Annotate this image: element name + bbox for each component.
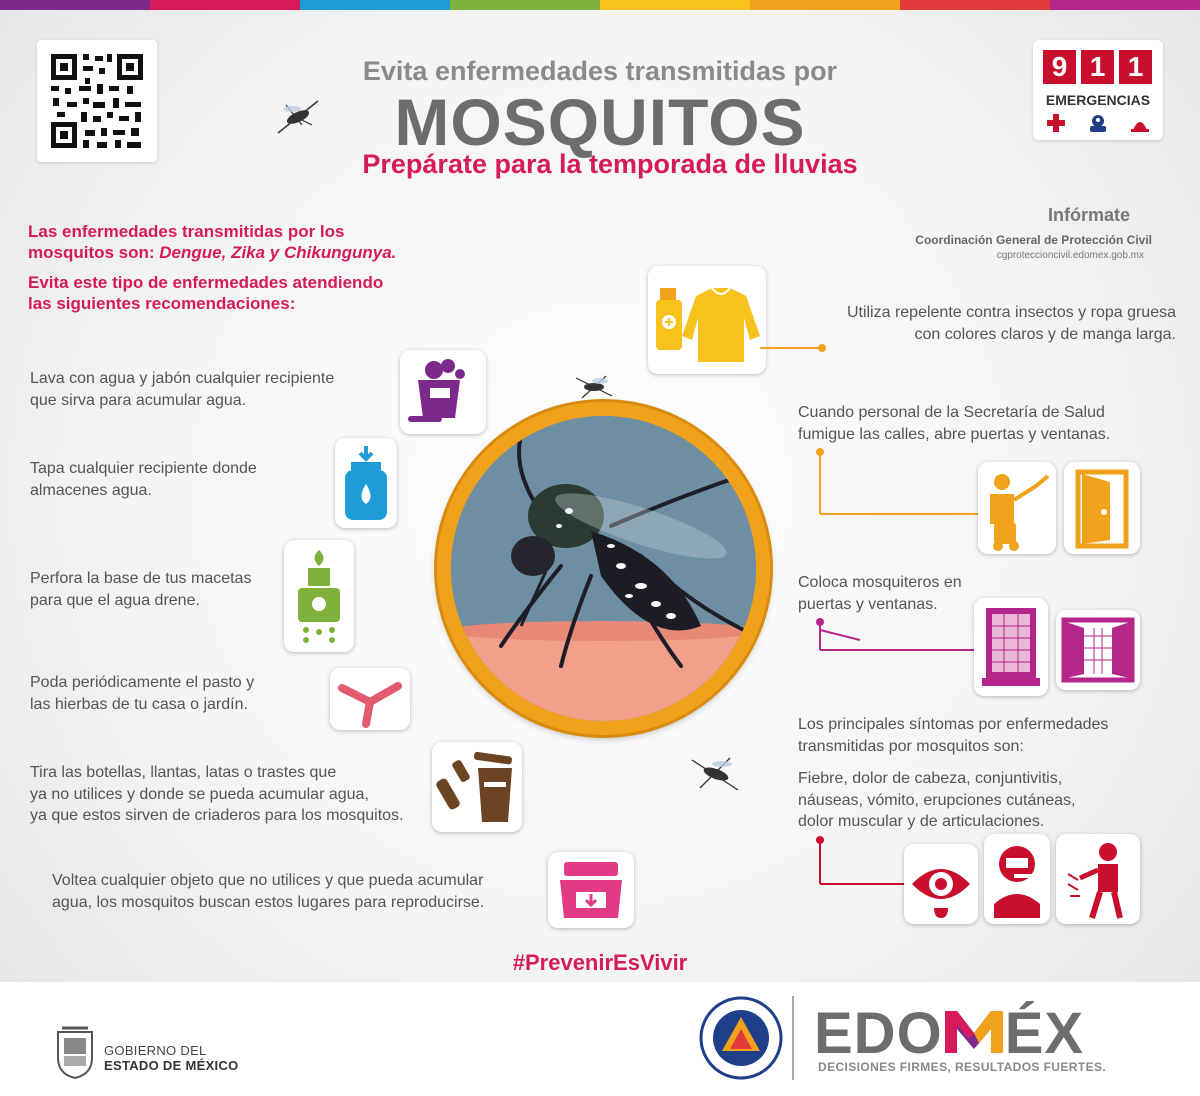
recommendation-cover [30, 458, 257, 501]
mosquito-small-icon [272, 95, 324, 139]
fumigator-icon [978, 462, 1056, 554]
rec-line: las hierbas de tu casa o jardín. [30, 695, 248, 713]
recommendation-flip [52, 870, 552, 913]
police-icon [1086, 112, 1110, 134]
emergency-911-logo [1033, 40, 1163, 140]
flip-container-icon [548, 852, 634, 928]
title-mosquitos: MOSQUITOS [394, 85, 806, 159]
pain-icon [1056, 834, 1140, 924]
flower-pot-icon [284, 540, 354, 652]
connector-line [814, 834, 914, 890]
rec-line: agua, los mosquitos buscan estos lugares para reproducirse. [52, 893, 485, 911]
brand-m-icon [943, 1007, 1005, 1055]
mosquito-small-icon [572, 372, 616, 402]
mosquito-small-icon [686, 750, 744, 798]
red-eye-icon [904, 844, 978, 924]
symptoms-list [798, 768, 1076, 833]
rec-line: almacenes agua. [30, 481, 152, 499]
rec-line: Los principales síntomas por enfermedades [798, 716, 1109, 733]
pruning-shears-icon [330, 668, 410, 730]
red-cross-icon [1045, 112, 1067, 134]
rec-line: Coloca mosquiteros en [798, 574, 962, 591]
civil-protection-seal-icon [698, 995, 784, 1081]
rec-line: Voltea cualquier objeto que no utilices y que pueda acumular [52, 872, 484, 889]
brand-text: EDO [814, 1001, 943, 1066]
intro-line: Evita este tipo de enfermedades atendiendo [28, 273, 384, 292]
window-screen-icon [974, 598, 1048, 696]
recommendation-drain [30, 568, 251, 611]
emergency-label: EMERGENCIAS [1045, 92, 1151, 108]
rec-line: con colores claros y de manga larga. [914, 325, 1176, 343]
intro-recommendations [28, 273, 588, 314]
digit: 1 [1081, 50, 1114, 84]
recommendation-repellent [780, 302, 1176, 345]
symptom-line: Fiebre, dolor de cabeza, conjuntivitis, [798, 770, 1063, 787]
subtitle: Prepárate para la temporada de lluvias [362, 149, 858, 179]
recommendation-nets [798, 572, 962, 615]
rec-line: para que el agua drene. [30, 591, 200, 609]
connector-line [814, 448, 994, 518]
washing-bucket-icon [400, 350, 486, 434]
rec-line: que sirva para acumular agua. [30, 391, 247, 409]
government-label: GOBIERNO DEL [104, 1043, 207, 1058]
rec-line: transmitidas por mosquitos son: [798, 737, 1024, 755]
intro-line: las siguientes recomendaciones: [28, 293, 296, 313]
intro-line: Las enfermedades transmitidas por los [28, 222, 345, 241]
rec-line: fumigue las calles, abre puertas y ventanas. [798, 425, 1111, 443]
organization-name: Coordinación General de Protección Civil [915, 233, 1152, 247]
rec-line: Lava con agua y jabón cualquier recipiente [30, 370, 335, 387]
rec-line: Tira las botellas, llantas, latas o trastes que [30, 764, 337, 781]
connector-line [760, 326, 826, 356]
brand-text: ÉX [1004, 1001, 1085, 1066]
fever-icon [984, 834, 1050, 924]
recommendation-prune [30, 672, 254, 715]
intro-line: mosquitos son: [28, 242, 160, 262]
symptom-line: dolor muscular y de articulaciones. [798, 813, 1045, 831]
footer-divider [792, 996, 794, 1080]
trash-bottles-icon [432, 742, 522, 832]
informate-heading: Infórmate [1047, 205, 1130, 225]
digit: 1 [1119, 50, 1152, 84]
intro-diseases [28, 222, 588, 263]
rec-line: Tapa cualquier recipiente donde [30, 460, 257, 477]
recommendation-discard [30, 762, 470, 827]
recommendation-wash [30, 368, 334, 411]
digit: 9 [1043, 50, 1076, 84]
disease-list: Dengue, Zika y Chikungunya. [159, 242, 397, 262]
rec-line: ya que estos sirven de criaderos para los mosquitos. [30, 807, 404, 825]
government-state-label: ESTADO DE MÉXICO [104, 1058, 239, 1073]
state-coat-of-arms-icon [52, 1024, 98, 1080]
website-link[interactable]: cgproteccioncivil.edomex.gob.mx [996, 250, 1144, 261]
connector-line [814, 616, 994, 656]
rec-line: Poda periódicamente el pasto y [30, 674, 255, 691]
water-container-icon [335, 438, 397, 528]
title-small: Evita enfermedades transmitidas por [362, 56, 838, 86]
open-door-icon [1064, 462, 1140, 554]
recommendation-fumigation [798, 402, 1110, 445]
rec-line: Cuando personal de la Secretaría de Salud [798, 404, 1105, 421]
firefighter-icon [1129, 112, 1151, 134]
mosquito-illustration [437, 402, 770, 735]
edomex-logo [814, 1000, 1084, 1067]
top-color-strip [0, 0, 1200, 10]
repellent-clothing-icon [648, 266, 766, 374]
window-net-icon [1056, 610, 1140, 690]
rec-line: ya no utilices y donde se pueda acumular agua, [30, 785, 369, 803]
rec-line: Utiliza repelente contra insectos y ropa gruesa [846, 304, 1176, 321]
symptoms-intro [798, 714, 1108, 757]
symptom-line: náuseas, vómito, erupciones cutáneas, [798, 791, 1076, 809]
rec-line: Perfora la base de tus macetas [30, 570, 252, 587]
slogan: DECISIONES FIRMES, RESULTADOS FUERTES. [818, 1060, 1107, 1074]
qr-code[interactable] [37, 40, 157, 162]
hashtag: #PrevenirEsVivir [512, 950, 688, 975]
rec-line: puertas y ventanas. [798, 595, 938, 613]
